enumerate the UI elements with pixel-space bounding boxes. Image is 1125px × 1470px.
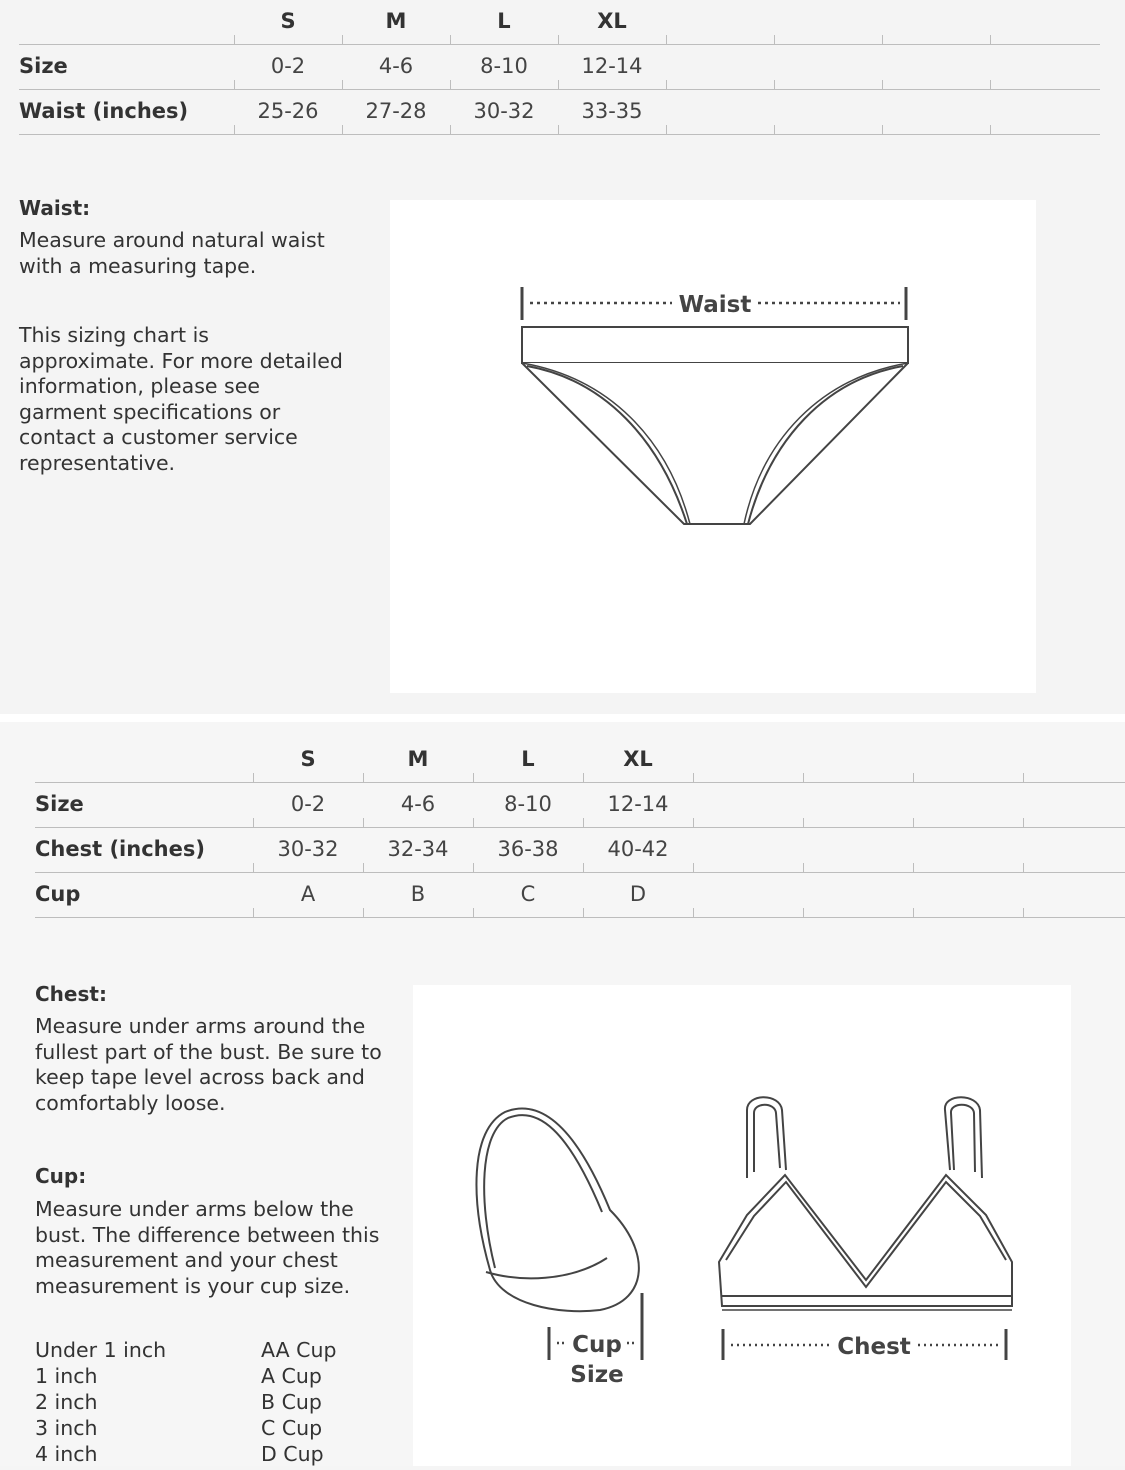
empty-cell bbox=[803, 737, 913, 782]
table-cell: C bbox=[473, 872, 583, 917]
row-label: Waist (inches) bbox=[19, 89, 234, 134]
column-header-xl: XL bbox=[583, 737, 693, 782]
table-cell: 8-10 bbox=[450, 44, 558, 89]
list-item bbox=[35, 1441, 336, 1467]
list-item bbox=[35, 1337, 336, 1363]
table-cell: 4-6 bbox=[363, 782, 473, 827]
table-cell: 4-6 bbox=[342, 44, 450, 89]
table-cell: D bbox=[583, 872, 693, 917]
table-cell: 32-34 bbox=[363, 827, 473, 872]
cup-size-label-line2: Size bbox=[570, 1362, 624, 1388]
cup-difference: 2 inch bbox=[35, 1390, 98, 1414]
column-header-l: L bbox=[450, 0, 558, 44]
empty-cell bbox=[666, 0, 774, 44]
table-cell: A bbox=[253, 872, 363, 917]
table-cell: 30-32 bbox=[450, 89, 558, 134]
column-header-xl: XL bbox=[558, 0, 666, 44]
cup-size: A Cup bbox=[261, 1364, 322, 1388]
cup-size: AA Cup bbox=[261, 1338, 337, 1362]
row-label: Chest (inches) bbox=[35, 827, 253, 872]
table-header-empty bbox=[19, 0, 234, 44]
empty-cell bbox=[666, 44, 774, 89]
panty-size-table bbox=[19, 0, 1100, 135]
cup-size-list bbox=[35, 1337, 336, 1467]
empty-cell bbox=[693, 782, 803, 827]
table-cell: 36-38 bbox=[473, 827, 583, 872]
bra-illustration bbox=[413, 985, 1071, 1466]
table-header-empty bbox=[35, 737, 253, 782]
empty-cell bbox=[693, 737, 803, 782]
column-header-s: S bbox=[234, 0, 342, 44]
table-row bbox=[35, 872, 1125, 917]
section-divider bbox=[0, 714, 1125, 722]
empty-cell bbox=[882, 0, 990, 44]
table-cell: 25-26 bbox=[234, 89, 342, 134]
cup-heading: Cup: bbox=[35, 1164, 87, 1188]
empty-cell bbox=[774, 89, 882, 134]
column-header-s: S bbox=[253, 737, 363, 782]
cup-difference: 4 inch bbox=[35, 1442, 98, 1466]
table-cell: 27-28 bbox=[342, 89, 450, 134]
empty-cell bbox=[882, 44, 990, 89]
empty-cell bbox=[1023, 782, 1125, 827]
cup-instructions: Measure under arms below the bust. The difference between this measurement and your chest measurement is your cup size. bbox=[35, 1197, 380, 1298]
table-cell: B bbox=[363, 872, 473, 917]
table-cell: 33-35 bbox=[558, 89, 666, 134]
bra-diagram-panel bbox=[413, 985, 1071, 1466]
cup-size: C Cup bbox=[261, 1416, 323, 1440]
empty-cell bbox=[1023, 737, 1125, 782]
empty-cell bbox=[1023, 827, 1125, 872]
table-row bbox=[19, 44, 1100, 89]
column-header-l: L bbox=[473, 737, 583, 782]
sizing-disclaimer: This sizing chart is approximate. For more detailed information, please see garment specifications or contact a customer service representative. bbox=[19, 323, 343, 475]
empty-cell bbox=[774, 44, 882, 89]
waist-measure-label: Waist bbox=[678, 292, 752, 318]
list-item bbox=[35, 1363, 336, 1389]
list-item bbox=[35, 1389, 336, 1415]
cup-difference: Under 1 inch bbox=[35, 1338, 167, 1362]
empty-cell bbox=[913, 827, 1023, 872]
table-cell: 12-14 bbox=[583, 782, 693, 827]
empty-cell bbox=[990, 0, 1100, 44]
empty-cell bbox=[913, 782, 1023, 827]
table-row bbox=[35, 782, 1125, 827]
chest-heading: Chest: bbox=[35, 982, 107, 1006]
panty-diagram-panel bbox=[390, 200, 1036, 693]
empty-cell bbox=[803, 827, 913, 872]
table-cell: 30-32 bbox=[253, 827, 363, 872]
chest-instructions: Measure under arms around the fullest part of the bust. Be sure to keep tape level across back and comfortably loose. bbox=[35, 1014, 382, 1115]
empty-cell bbox=[693, 827, 803, 872]
row-label: Size bbox=[19, 44, 234, 89]
table-cell: 12-14 bbox=[558, 44, 666, 89]
empty-cell bbox=[803, 782, 913, 827]
table-cell: 0-2 bbox=[253, 782, 363, 827]
empty-cell bbox=[774, 0, 882, 44]
empty-cell bbox=[666, 89, 774, 134]
empty-cell bbox=[990, 44, 1100, 89]
chest-measure-label: Chest bbox=[837, 1334, 911, 1360]
row-label: Cup bbox=[35, 872, 253, 917]
cup-size-label-line1: Cup bbox=[572, 1332, 622, 1358]
cup-difference: 3 inch bbox=[35, 1416, 98, 1440]
table-cell: 40-42 bbox=[583, 827, 693, 872]
column-header-m: M bbox=[342, 0, 450, 44]
cup-size: B Cup bbox=[261, 1390, 322, 1414]
empty-cell bbox=[693, 872, 803, 917]
cup-size: D Cup bbox=[261, 1442, 324, 1466]
table-cell: 0-2 bbox=[234, 44, 342, 89]
list-item bbox=[35, 1415, 336, 1441]
empty-cell bbox=[990, 89, 1100, 134]
cup-difference: 1 inch bbox=[35, 1364, 98, 1388]
panty-illustration bbox=[390, 200, 1036, 693]
bra-size-table bbox=[35, 737, 1125, 918]
empty-cell bbox=[913, 872, 1023, 917]
table-cell: 8-10 bbox=[473, 782, 583, 827]
empty-cell bbox=[1023, 872, 1125, 917]
column-header-m: M bbox=[363, 737, 473, 782]
empty-cell bbox=[882, 89, 990, 134]
table-row bbox=[35, 827, 1125, 872]
empty-cell bbox=[803, 872, 913, 917]
waist-heading: Waist: bbox=[19, 196, 91, 220]
row-label: Size bbox=[35, 782, 253, 827]
table-row bbox=[19, 89, 1100, 134]
waist-instructions: Measure around natural waist with a measuring tape. bbox=[19, 228, 325, 278]
empty-cell bbox=[913, 737, 1023, 782]
